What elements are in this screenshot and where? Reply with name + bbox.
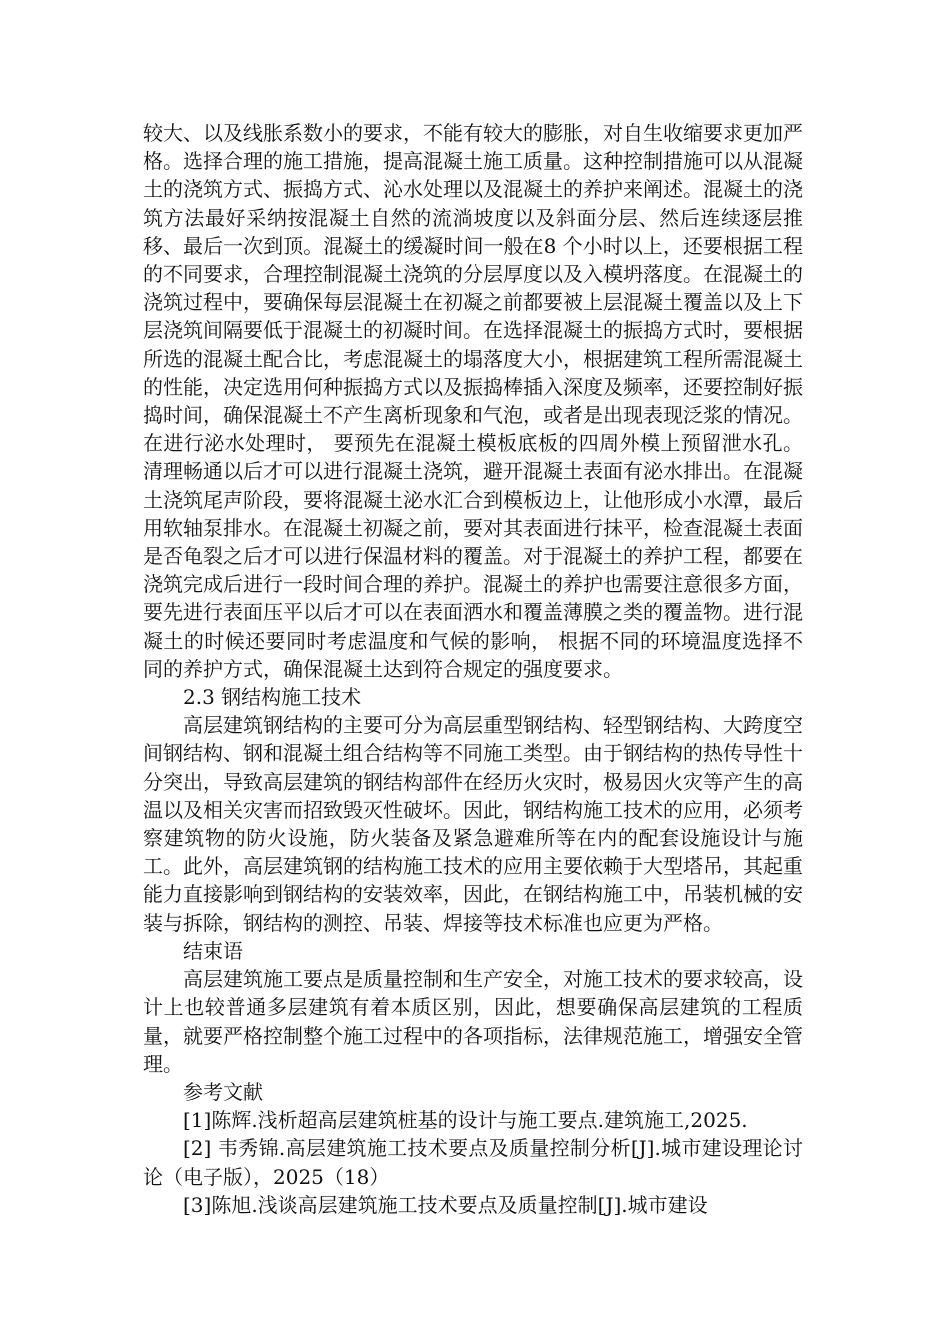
reference-item: [1]陈辉.浅析超高层建筑桩基的设计与施工要点.建筑施工,2025. — [183, 1108, 748, 1133]
body-paragraph-concrete: 较大、以及线胀系数小的要求，不能有较大的膨胀，对自生收缩要求更加严格。选择合理的施工措施，提高混凝土施工质量。这种控制措施可以从混凝土的浇筑方式、振捣方式、沁水处理以及混凝土的养护来阐述。混凝土的浇筑方法最好采纳按混凝土自然的流淌坡度以及斜面分层、然后连续逐层推移、最后一次到顶。混凝土的缓凝时间一般在8 个小时以上，还要根据工程的不同要求，合理控制混凝土浇筑的分层厚度以及入模坍落度。在混凝土的浇筑过程中，要确保每层混凝土在初凝之前都要被上层混凝土覆盖以及上下层浇筑间隔要低于混凝土的初凝时间。在选择混凝土的振捣方式时，要根据所选的混凝土配合比，考虑混凝土的塌落度大小，根据建筑工程所需混凝土的性能，决定选用何种振捣方式以及振捣棒插入深度及频率，还要控制好振捣时间，确保混凝土不产生离析现象和气泡，或者是出现表现泛浆的情况。在进行泌水处理时， 要预先在混凝土模板底板的四周外模上预留泄水孔。清理畅通以后才可以进行混凝土浇筑，避开混凝土表面有泌水排出。在混凝土浇筑尾声阶段，要将混凝土泌水汇合到模板边上，让他形成小水潭，最后用软轴泵排水。在混凝土初凝之前，要对其表面进行抹平，检查混凝土表面是否龟裂之后才可以进行保温材料的覆盖。对于混凝土的养护工程，都要在浇筑完成后进行一段时间合理的养护。混凝土的养护也需要注意很多方面，要先进行表面压平以后才可以在表面洒水和覆盖薄膜之类的覆盖物。进行混凝土的时候还要同时考虑温度和气候的影响， 根据不同的环境温度选择不同的养护方式，确保混凝土达到符合规定的强度要求。 — [143, 121, 803, 681]
section-heading-steel: 2.3 钢结构施工技术 — [183, 685, 362, 710]
body-paragraph-conclusion: 高层建筑施工要点是质量控制和生产安全，对施工技术的要求较高，设计上也较普通多层建筑有着本质区别，因此，想要确保高层建筑的工程质量，就要严格控制整个施工过程中的各项指标，法律规范施工，增强安全管理。 — [143, 967, 803, 1076]
document-page — [143, 119, 803, 1219]
section-heading-conclusion: 结束语 — [183, 938, 243, 963]
body-paragraph-steel: 高层建筑钢结构的主要可分为高层重型钢结构、轻型钢结构、大跨度空间钢结构、钢和混凝土组合结构等不同施工类型。由于钢结构的热传导性十分突出，导致高层建筑的钢结构部件在经历火灾时，极易因火灾等产生的高温以及相关灾害而招致毁灭性破坏。因此，钢结构施工技术的应用，必须考察建筑物的防火设施，防火装备及紧急避难所等在内的配套设施设计与施工。此外，高层建筑钢的结构施工技术的应用主要依赖于大型塔吊，其起重能力直接影响到钢结构的安装效率，因此，在钢结构施工中，吊装机械的安装与拆除，钢结构的测控、吊装、焊接等技术标准也应更为严格。 — [143, 713, 803, 935]
reference-item: [3]陈旭.浅谈高层建筑施工技术要点及质量控制[J].城市建设 — [183, 1192, 708, 1217]
section-heading-references: 参考文献 — [183, 1079, 263, 1104]
reference-item: [2] 韦秀锦.高层建筑施工技术要点及质量控制分析[J].城市建设理论讨论（电子版），2025（18） — [143, 1136, 803, 1189]
